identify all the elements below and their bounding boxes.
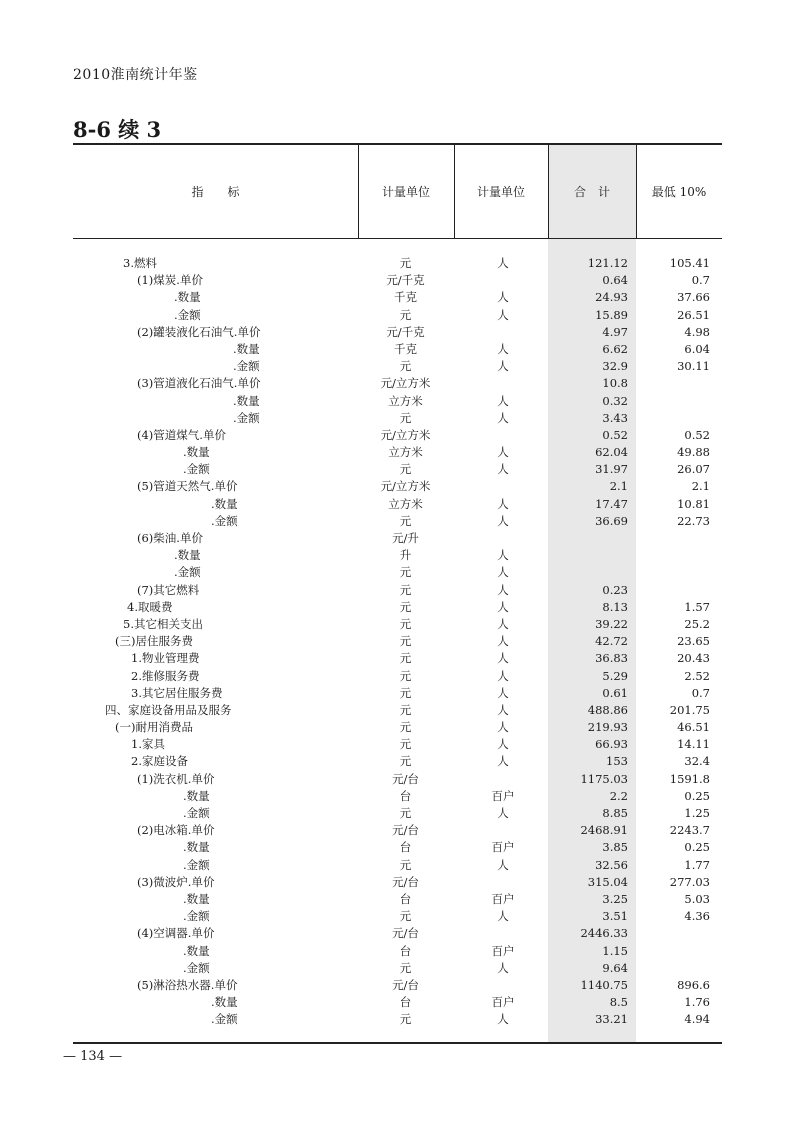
row-unit-2: 百户 — [491, 995, 515, 1010]
header-indicator: 指 标 — [191, 185, 240, 199]
row-unit-2: 人 — [497, 1012, 509, 1027]
table-row — [73, 564, 722, 581]
row-total: 3.51 — [602, 909, 628, 924]
row-unit-1: 台 — [399, 891, 412, 906]
table-row — [73, 960, 722, 977]
row-label: (5)管道天然气.单价 — [137, 479, 238, 494]
row-unit-1: 元 — [399, 307, 412, 322]
row-total: 5.29 — [602, 668, 628, 683]
row-lowest-10pct: 4.36 — [684, 909, 710, 924]
row-unit-1: 元 — [399, 754, 412, 769]
row-unit-2: 人 — [497, 616, 509, 631]
table-row — [73, 891, 722, 908]
row-label: (4)空调器.单价 — [137, 926, 215, 941]
row-label: (6)柴油.单价 — [137, 531, 203, 545]
header-total: 合 计 — [573, 185, 610, 199]
row-unit-2: 人 — [497, 702, 509, 717]
row-label: .金额 — [174, 565, 201, 580]
row-label: .数量 — [174, 548, 201, 563]
row-unit-1: 元 — [399, 960, 412, 975]
row-label: (7)其它燃料 — [137, 582, 200, 597]
row-unit-2: 人 — [497, 754, 509, 769]
row-unit-2: 人 — [497, 909, 509, 924]
row-unit-1: 台 — [399, 788, 412, 803]
header-unit-1: 计量单位 — [381, 185, 430, 199]
row-unit-1: 元/千克 — [386, 324, 425, 339]
row-unit-2: 人 — [497, 496, 509, 511]
table-row — [73, 393, 722, 410]
row-unit-1: 元/立方米 — [380, 479, 431, 494]
header-lowest-10pct: 最低 10% — [651, 185, 707, 199]
row-unit-2: 百户 — [491, 891, 515, 906]
row-lowest-10pct: 2243.7 — [669, 823, 710, 838]
row-unit-1: 元/台 — [392, 926, 419, 941]
table-row — [73, 461, 722, 478]
row-total: 31.97 — [595, 462, 628, 477]
row-lowest-10pct: 2.52 — [684, 668, 710, 683]
row-label: .金额 — [183, 462, 210, 477]
table-row — [73, 977, 722, 994]
row-total: 1140.75 — [580, 977, 628, 992]
row-total: 219.93 — [587, 720, 628, 735]
row-lowest-10pct: 30.11 — [677, 359, 710, 374]
table-title: 8-6 续 3 — [73, 117, 162, 142]
row-unit-1: 元/台 — [392, 771, 419, 786]
row-unit-2: 人 — [497, 634, 509, 649]
row-lowest-10pct: 6.04 — [684, 341, 710, 356]
row-unit-1: 元 — [399, 513, 412, 528]
row-total: 62.04 — [595, 445, 628, 460]
row-total: 3.43 — [602, 410, 628, 425]
row-unit-2: 百户 — [491, 943, 515, 958]
row-unit-1: 元 — [399, 599, 412, 614]
row-lowest-10pct: 26.51 — [677, 307, 710, 322]
table-row — [73, 513, 722, 530]
row-unit-2: 人 — [497, 668, 509, 683]
table-row — [73, 788, 722, 805]
row-lowest-10pct: 1.57 — [684, 599, 710, 614]
row-unit-1: 元 — [399, 410, 412, 425]
row-unit-1: 元/千克 — [386, 273, 425, 288]
row-lowest-10pct: 0.25 — [684, 840, 710, 855]
row-label: (一)耐用消费品 — [115, 720, 193, 735]
row-unit-1: 立方米 — [388, 496, 423, 511]
row-label: .金额 — [211, 1012, 238, 1027]
table-row — [73, 736, 722, 753]
row-lowest-10pct: 0.52 — [684, 427, 710, 442]
row-lowest-10pct: 4.94 — [684, 1012, 710, 1027]
row-label: (2)电冰箱.单价 — [137, 823, 215, 838]
row-label: 3.燃料 — [123, 256, 157, 270]
row-label: (5)淋浴热水器.单价 — [137, 977, 238, 992]
row-label: .金额 — [233, 359, 260, 374]
row-total: 8.85 — [602, 806, 628, 820]
row-unit-1: 元 — [399, 651, 412, 666]
row-label: .数量 — [211, 995, 238, 1010]
row-unit-1: 元 — [399, 857, 412, 872]
row-label: .金额 — [211, 513, 238, 528]
row-total: 153 — [606, 754, 628, 769]
row-unit-1: 元 — [399, 256, 412, 270]
row-label: .金额 — [183, 960, 210, 975]
table-row — [73, 753, 722, 770]
row-label: 3.其它居住服务费 — [131, 685, 223, 700]
row-unit-2: 人 — [497, 445, 509, 460]
row-unit-2: 人 — [497, 565, 509, 580]
book-header: 2010淮南统计年鉴 — [73, 67, 198, 83]
row-lowest-10pct: 20.43 — [677, 651, 710, 666]
table-row — [73, 874, 722, 891]
row-label: .数量 — [183, 788, 210, 803]
table-row — [73, 530, 722, 547]
row-unit-1: 立方米 — [388, 393, 423, 408]
row-label: .金额 — [183, 806, 210, 820]
row-label: (3)管道液化石油气.单价 — [137, 376, 261, 391]
table-row — [73, 943, 722, 960]
row-total: 0.23 — [602, 582, 628, 597]
table-row — [73, 375, 722, 392]
row-unit-1: 元 — [399, 909, 412, 924]
row-unit-1: 元 — [399, 668, 412, 683]
row-unit-1: 元 — [399, 462, 412, 477]
row-label: 4.取暖费 — [127, 599, 173, 614]
row-lowest-10pct: 1591.8 — [669, 771, 710, 786]
row-label: .数量 — [211, 496, 238, 511]
row-unit-2: 人 — [497, 737, 509, 752]
table-row — [73, 771, 722, 788]
row-label: .金额 — [183, 857, 210, 872]
row-total: 0.32 — [602, 393, 628, 408]
row-unit-1: 元 — [399, 806, 412, 820]
row-lowest-10pct: 49.88 — [677, 445, 710, 460]
row-total: 0.64 — [602, 273, 628, 288]
table-body — [73, 255, 722, 1028]
row-unit-2: 人 — [497, 393, 509, 408]
table-row — [73, 496, 722, 513]
row-total: 488.86 — [587, 702, 628, 717]
row-lowest-10pct: 1.76 — [684, 995, 710, 1010]
table-row — [73, 444, 722, 461]
row-total: 2446.33 — [580, 926, 628, 941]
row-label: .金额 — [233, 410, 260, 425]
row-total: 2.2 — [609, 788, 628, 803]
row-unit-2: 人 — [497, 720, 509, 735]
row-lowest-10pct: 105.41 — [669, 256, 710, 270]
table-row — [73, 822, 722, 839]
row-lowest-10pct: 25.2 — [684, 616, 710, 631]
table-row — [73, 650, 722, 667]
row-unit-1: 元 — [399, 582, 412, 597]
row-unit-1: 升 — [399, 548, 412, 563]
row-unit-2: 人 — [497, 513, 509, 528]
header-unit-2: 计量单位 — [476, 185, 525, 199]
row-lowest-10pct: 1.25 — [684, 806, 710, 820]
row-unit-1: 元 — [399, 565, 412, 580]
row-unit-1: 元 — [399, 634, 412, 649]
table-row — [73, 668, 722, 685]
table-row — [73, 925, 722, 942]
table-row — [73, 289, 722, 306]
row-unit-1: 元/立方米 — [380, 427, 431, 442]
row-label: .数量 — [183, 891, 210, 906]
row-unit-1: 元 — [399, 1012, 412, 1027]
table-row — [73, 272, 722, 289]
row-total: 2.1 — [609, 479, 628, 494]
row-total: 42.72 — [595, 634, 628, 649]
table-row — [73, 702, 722, 719]
table-row — [73, 307, 722, 324]
table-row — [73, 478, 722, 495]
table-row — [73, 805, 722, 822]
row-unit-2: 人 — [497, 256, 509, 270]
row-unit-1: 台 — [399, 943, 412, 958]
row-total: 3.85 — [602, 840, 628, 855]
row-total: 121.12 — [587, 256, 628, 270]
row-total: 0.52 — [602, 427, 628, 442]
row-total: 0.61 — [602, 685, 628, 700]
row-label: .金额 — [183, 909, 210, 924]
row-total: 66.93 — [595, 737, 628, 752]
row-lowest-10pct: 201.75 — [669, 702, 710, 717]
row-total: 8.13 — [602, 599, 628, 614]
row-total: 15.89 — [595, 307, 628, 322]
row-unit-2: 人 — [497, 462, 509, 477]
row-unit-2: 人 — [497, 960, 509, 975]
table-row — [73, 839, 722, 856]
row-lowest-10pct: 22.73 — [677, 513, 710, 528]
row-unit-1: 元 — [399, 359, 412, 374]
row-lowest-10pct: 1.77 — [684, 857, 710, 872]
row-unit-1: 元 — [399, 720, 412, 735]
table-row — [73, 633, 722, 650]
row-total: 4.97 — [602, 324, 628, 339]
row-label: (4)管道煤气.单价 — [137, 427, 226, 442]
table-row — [73, 358, 722, 375]
row-lowest-10pct: 4.98 — [684, 324, 710, 339]
row-label: .数量 — [183, 943, 210, 958]
row-total: 2468.91 — [580, 823, 628, 838]
row-unit-1: 元/升 — [392, 531, 419, 545]
table-row — [73, 994, 722, 1011]
row-unit-1: 元 — [399, 702, 412, 717]
table-row — [73, 857, 722, 874]
data-table — [73, 143, 722, 1044]
row-unit-1: 立方米 — [388, 445, 423, 460]
table-row — [73, 410, 722, 427]
row-lowest-10pct: 896.6 — [677, 977, 710, 992]
table-row — [73, 341, 722, 358]
row-total: 36.69 — [595, 513, 628, 528]
table-row — [73, 427, 722, 444]
table-row — [73, 616, 722, 633]
row-label: .数量 — [233, 393, 260, 408]
page-number: — 134 — — [63, 1049, 123, 1064]
row-unit-2: 人 — [497, 410, 509, 425]
table-row — [73, 255, 722, 272]
table-row — [73, 719, 722, 736]
row-unit-1: 元 — [399, 616, 412, 631]
row-unit-2: 人 — [497, 857, 509, 872]
row-unit-2: 人 — [497, 806, 509, 820]
row-unit-2: 人 — [497, 341, 509, 356]
row-lowest-10pct: 37.66 — [677, 290, 710, 305]
row-lowest-10pct: 23.65 — [677, 634, 710, 649]
row-label: (2)罐装液化石油气.单价 — [137, 324, 261, 339]
row-label: .数量 — [174, 290, 201, 305]
row-unit-2: 人 — [497, 685, 509, 700]
row-label: 四、家庭设备用品及服务 — [105, 702, 232, 717]
row-unit-2: 人 — [497, 359, 509, 374]
row-label: .数量 — [183, 840, 210, 855]
row-unit-2: 百户 — [491, 840, 515, 855]
row-lowest-10pct: 14.11 — [677, 737, 710, 752]
row-label: 2.家庭设备 — [131, 754, 188, 769]
row-unit-2: 人 — [497, 599, 509, 614]
row-unit-1: 元/台 — [392, 977, 419, 992]
row-label: 5.其它相关支出 — [123, 616, 203, 631]
row-total: 32.9 — [602, 359, 628, 374]
table-row — [73, 685, 722, 702]
row-total: 9.64 — [602, 960, 628, 975]
row-label: 1.家具 — [131, 737, 165, 752]
row-label: (1)洗衣机.单价 — [137, 771, 215, 786]
row-total: 32.56 — [595, 857, 628, 872]
table-row — [73, 599, 722, 616]
row-total: 6.62 — [602, 341, 628, 356]
row-lowest-10pct: 0.25 — [684, 788, 710, 803]
row-unit-2: 人 — [497, 290, 509, 305]
row-lowest-10pct: 5.03 — [684, 891, 710, 906]
row-label: (三)居住服务费 — [115, 634, 193, 649]
row-lowest-10pct: 277.03 — [669, 874, 710, 889]
row-unit-1: 元 — [399, 737, 412, 752]
row-total: 36.83 — [595, 651, 628, 666]
row-unit-1: 千克 — [394, 341, 417, 356]
row-total: 17.47 — [595, 496, 628, 511]
row-total: 33.21 — [595, 1012, 628, 1027]
table-row — [73, 908, 722, 925]
row-lowest-10pct: 46.51 — [677, 720, 710, 735]
row-unit-1: 元/立方米 — [380, 376, 431, 391]
row-unit-2: 百户 — [491, 788, 515, 803]
row-unit-1: 元/台 — [392, 823, 419, 838]
row-lowest-10pct: 0.7 — [691, 273, 710, 288]
row-total: 39.22 — [595, 616, 628, 631]
table-row — [73, 582, 722, 599]
row-unit-1: 千克 — [394, 290, 417, 305]
row-total: 3.25 — [602, 891, 628, 906]
table-row — [73, 324, 722, 341]
row-label: (1)煤炭.单价 — [137, 273, 203, 288]
table-row — [73, 1011, 722, 1028]
row-unit-2: 人 — [497, 548, 509, 563]
row-total: 1.15 — [602, 943, 628, 958]
table-row — [73, 547, 722, 564]
row-unit-2: 人 — [497, 651, 509, 666]
row-label: (3)微波炉.单价 — [137, 874, 215, 889]
row-lowest-10pct: 0.7 — [691, 685, 710, 700]
row-label: 1.物业管理费 — [131, 651, 200, 666]
row-total: 315.04 — [587, 874, 628, 889]
row-total: 8.5 — [609, 995, 628, 1010]
row-label: .金额 — [174, 307, 201, 322]
row-unit-1: 元/台 — [392, 874, 419, 889]
row-total: 10.8 — [602, 376, 628, 391]
row-lowest-10pct: 32.4 — [684, 754, 710, 769]
row-lowest-10pct: 2.1 — [691, 479, 710, 494]
row-unit-1: 元 — [399, 685, 412, 700]
header-rule — [73, 238, 722, 239]
row-total: 24.93 — [595, 290, 628, 305]
row-lowest-10pct: 10.81 — [677, 496, 710, 511]
row-unit-1: 台 — [399, 840, 412, 855]
row-label: .数量 — [233, 341, 260, 356]
row-unit-1: 台 — [399, 995, 412, 1010]
row-total: 1175.03 — [580, 771, 628, 786]
row-unit-2: 人 — [497, 582, 509, 597]
row-label: .数量 — [183, 445, 210, 460]
row-unit-2: 人 — [497, 307, 509, 322]
row-lowest-10pct: 26.07 — [677, 462, 710, 477]
row-label: 2.维修服务费 — [131, 668, 200, 683]
